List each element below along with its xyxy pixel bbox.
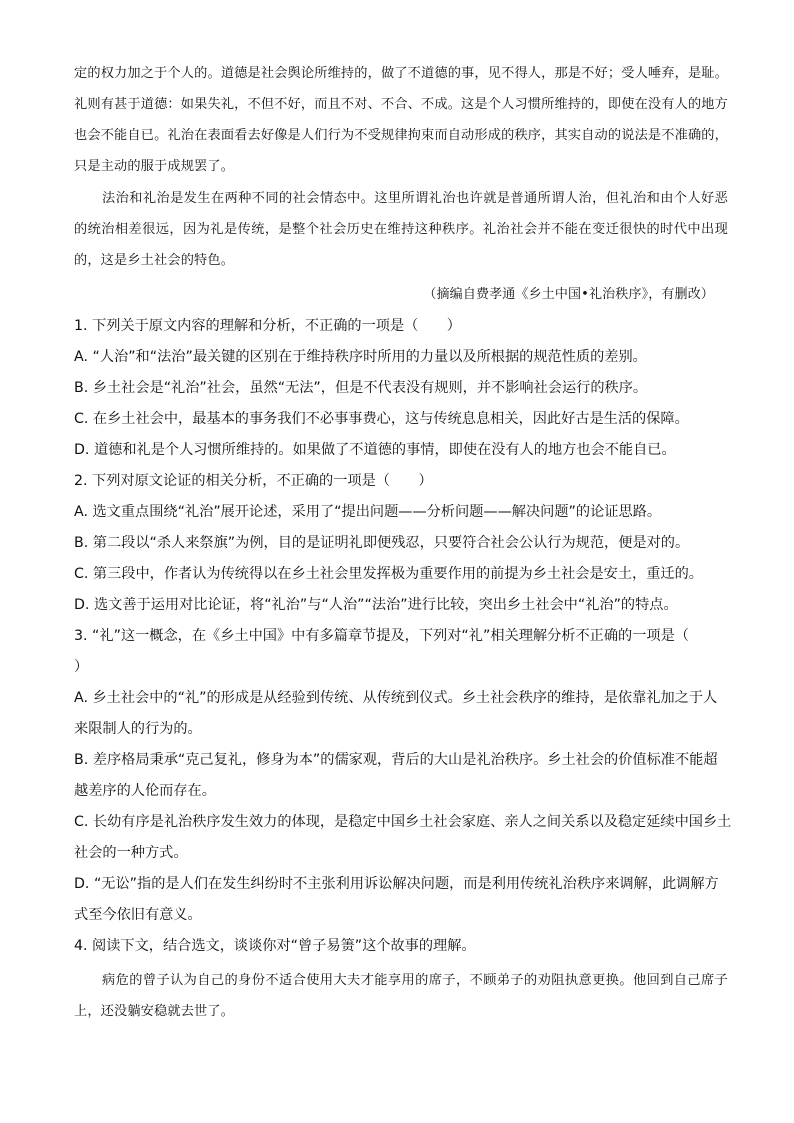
passage-paragraph-1: 定的权力加之于个人的。道德是社会舆论所维持的，做了不道德的事，见不得人，那是不好；受人唾弃，是耻。礼则有甚于道德：如果失礼，不但不好，而且不对、不合、不成。这是个人习惯所维持的，即使在没有人的地方也会不能自已。礼治在表面看去好像是人们行为不受规律拘束而自动形成的秩序，其实自动的说法是不准确的，只是主动的服于成规罢了。 xyxy=(74,66,728,174)
question-2-option-a: A. 选文重点围绕“礼治”展开论述，采用了“提出问题——分析问题——解决问题”的论证思路。 xyxy=(74,504,662,520)
question-3-option-b xyxy=(74,745,728,807)
passage-source: （摘编自费孝通《乡土中国•礼治秩序》，有删改） xyxy=(423,287,714,302)
option-line: A. 乡土社会中的“礼”的形成是从经验到传统、从传统到仪式。乡土社会秩序的维持，是依靠礼加之于人 xyxy=(74,690,718,706)
option-line: B. 差序格局秉承“克己复礼，修身为本”的儒家观，背后的大山是礼治秩序。乡土社会的价值标准不能超 xyxy=(74,752,718,768)
option-line: 式至今依旧有意义。 xyxy=(74,907,202,923)
question-4-stem: 4. 阅读下文，结合选文，谈谈你对“曾子易箦”这个故事的理解。 xyxy=(74,938,476,954)
option-line: 越差序的人伦而存在。 xyxy=(74,783,216,799)
option-line: 来限制人的行为的。 xyxy=(74,721,202,737)
question-3 xyxy=(74,621,732,931)
question-2-option-d: D. 选文善于运用对比论证，将“礼治”与“人治”“法治”进行比较，突出乡土社会中“礼治”的特点。 xyxy=(74,597,678,613)
question-3-option-c xyxy=(74,807,732,869)
option-line: C. 长幼有序是礼治秩序发生效力的体现，是稳定中国乡土社会家庭、亲人之间关系以及稳定延续中国乡土 xyxy=(74,814,732,830)
question-3-stem-line-1: 3. “礼”这一概念，在《乡土中国》中有多篇章节提及，下列对“礼”相关理解分析不正确的一项是（ xyxy=(74,628,689,644)
question-1-option-b: B. 乡土社会是“礼治”社会，虽然“无法”，但是不代表没有规则，并不影响社会运行的秩序。 xyxy=(74,380,648,396)
question-1-option-d: D. 道德和礼是个人习惯所维持的。如果做了不道德的事情，即使在没有人的地方也会不能自已。 xyxy=(74,442,676,458)
question-1-option-a: A. “人治”和“法治”最关键的区别在于维持秩序时所用的力量以及所根据的规范性质的差别。 xyxy=(74,349,647,365)
option-line: D. “无讼”指的是人们在发生纠纷时不主张利用诉讼解决问题，而是利用传统礼治秩序来调解，此调解方 xyxy=(74,876,719,892)
tail-passage: 病危的曾子认为自己的身份不适合使用大夫才能享用的席子，不顾弟子的劝阻执意更换。他回到自己席子上，还没躺安稳就去世了。 xyxy=(74,973,728,1019)
question-1-option-c: C. 在乡土社会中，最基本的事务我们不必事事费心，这与传统息息相关，因此好古是生活的保障。 xyxy=(74,411,689,427)
question-3-option-a xyxy=(74,683,728,745)
question-3-option-d xyxy=(74,869,728,931)
question-3-stem-line-2: ） xyxy=(74,659,89,675)
question-3-stem xyxy=(74,621,728,683)
question-2 xyxy=(74,466,728,621)
question-2-option-c: C. 第三段中，作者认为传统得以在乡土社会里发挥极为重要作用的前提为乡土社会是安土，重迁的。 xyxy=(74,566,703,582)
passage-paragraph-2: 法治和礼治是发生在两种不同的社会情态中。这里所谓礼治也许就是普通所谓人治，但礼治和由个人好恶的统治相差很远，因为礼是传统，是整个社会历史在维持这种秩序。礼治社会并不能在变迁很快的时代中出现的，这是乡土社会的特色。 xyxy=(74,191,728,268)
question-1-stem: 1. 下列关于原文内容的理解和分析，不正确的一项是（ ） xyxy=(74,318,461,334)
option-line: 社会的一种方式。 xyxy=(74,845,188,861)
question-4 xyxy=(74,931,728,962)
question-1 xyxy=(74,311,728,466)
question-2-stem: 2. 下列对原文论证的相关分析，不正确的一项是（ ） xyxy=(74,473,433,489)
question-2-option-b: B. 第二段以“杀人来祭旗”为例，目的是证明礼即便残忍，只要符合社会公认行为规范，便是对的。 xyxy=(74,535,690,551)
